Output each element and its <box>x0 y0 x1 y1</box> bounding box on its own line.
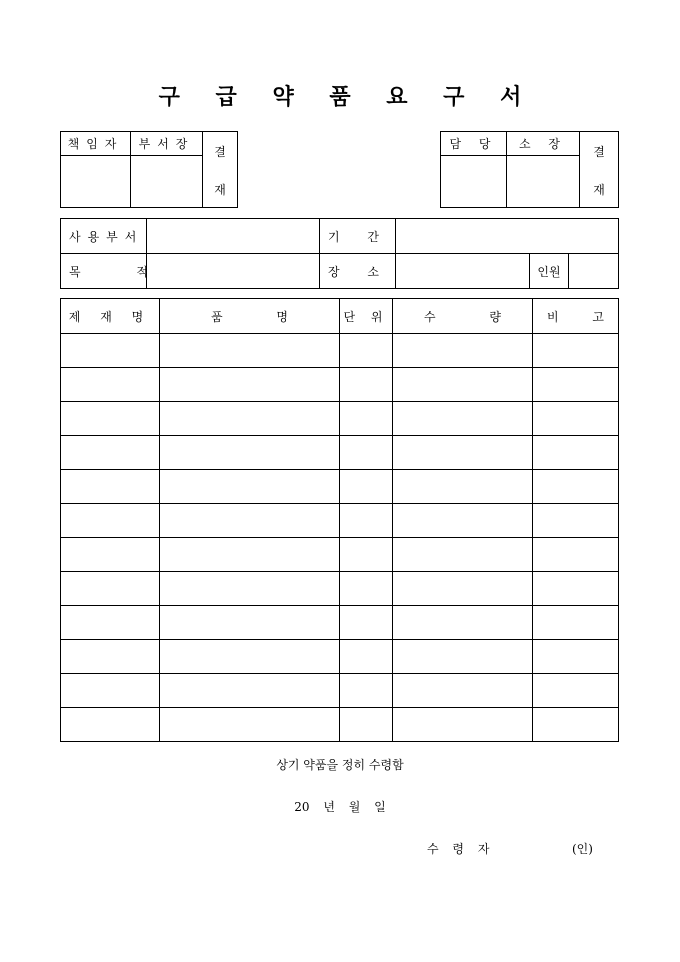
drug-name-cell[interactable] <box>61 402 160 436</box>
dept-field[interactable] <box>147 219 320 254</box>
approval-box-right <box>440 131 619 208</box>
remarks-cell[interactable] <box>533 470 619 504</box>
dept-label: 사용부서 <box>61 219 147 254</box>
quantity-cell[interactable] <box>393 368 533 402</box>
receipt-statement: 상기 약품을 정히 수령함 <box>276 758 404 772</box>
drug-name-cell[interactable] <box>61 504 160 538</box>
approver-dept-head-sign-cell[interactable] <box>131 156 203 208</box>
product-name-cell[interactable] <box>160 436 340 470</box>
drug-name-cell[interactable] <box>61 674 160 708</box>
unit-cell[interactable] <box>340 368 393 402</box>
unit-cell[interactable] <box>340 538 393 572</box>
people-field[interactable] <box>569 254 619 289</box>
quantity-cell[interactable] <box>393 640 533 674</box>
drug-name-cell[interactable] <box>61 436 160 470</box>
remarks-cell[interactable] <box>533 436 619 470</box>
drug-name-cell[interactable] <box>61 368 160 402</box>
drug-name-cell[interactable] <box>61 538 160 572</box>
remarks-cell[interactable] <box>533 572 619 606</box>
quantity-cell[interactable] <box>393 538 533 572</box>
remarks-cell[interactable] <box>533 640 619 674</box>
unit-cell[interactable] <box>340 402 393 436</box>
approver-dept-head-label: 부서장 <box>131 132 203 156</box>
gyeol-char: 결 <box>593 145 605 159</box>
approver-responsible-sign-cell[interactable] <box>61 156 131 208</box>
table-row <box>61 674 619 708</box>
purpose-label: 목 적 <box>61 254 147 289</box>
approver-staff-sign-cell[interactable] <box>441 156 507 208</box>
unit-cell[interactable] <box>340 334 393 368</box>
place-field[interactable] <box>396 254 530 289</box>
approver-staff-label: 담 당 <box>441 132 507 156</box>
remarks-cell[interactable] <box>533 708 619 742</box>
quantity-cell[interactable] <box>393 708 533 742</box>
table-row <box>61 640 619 674</box>
drug-name-cell[interactable] <box>61 572 160 606</box>
quantity-cell[interactable] <box>393 470 533 504</box>
info-table <box>60 218 619 289</box>
product-name-cell[interactable] <box>160 538 340 572</box>
product-name-cell[interactable] <box>160 674 340 708</box>
items-table <box>60 298 619 742</box>
remarks-cell[interactable] <box>533 538 619 572</box>
product-name-cell[interactable] <box>160 708 340 742</box>
product-name-cell[interactable] <box>160 368 340 402</box>
gyeol-char: 결 <box>214 145 226 159</box>
drug-name-cell[interactable] <box>61 640 160 674</box>
unit-cell[interactable] <box>340 436 393 470</box>
table-row <box>61 402 619 436</box>
receiver-label: 수 령 자 <box>427 842 495 856</box>
quantity-cell[interactable] <box>393 674 533 708</box>
table-row <box>61 470 619 504</box>
unit-cell[interactable] <box>340 674 393 708</box>
approval-box-left <box>60 131 238 208</box>
receipt-date: 20 년 월 일 <box>294 800 386 814</box>
table-row <box>61 572 619 606</box>
remarks-cell[interactable] <box>533 504 619 538</box>
table-row <box>61 436 619 470</box>
remarks-cell[interactable] <box>533 368 619 402</box>
drug-name-cell[interactable] <box>61 708 160 742</box>
quantity-cell[interactable] <box>393 402 533 436</box>
drug-name-cell[interactable] <box>61 470 160 504</box>
unit-cell[interactable] <box>340 708 393 742</box>
product-name-cell[interactable] <box>160 402 340 436</box>
approver-responsible-label: 책임자 <box>61 132 131 156</box>
approval-stamp-label-right <box>580 132 619 208</box>
quantity-cell[interactable] <box>393 334 533 368</box>
period-label: 기 간 <box>320 219 396 254</box>
approval-stamp-label-left <box>203 132 238 208</box>
table-row <box>61 504 619 538</box>
product-name-cell[interactable] <box>160 504 340 538</box>
unit-cell[interactable] <box>340 470 393 504</box>
unit-cell[interactable] <box>340 572 393 606</box>
jae-char: 재 <box>214 183 226 197</box>
table-row <box>61 708 619 742</box>
header-remarks: 비 고 <box>533 299 619 334</box>
document-title: 구 급 약 품 요 구 서 <box>158 84 522 110</box>
quantity-cell[interactable] <box>393 436 533 470</box>
product-name-cell[interactable] <box>160 606 340 640</box>
table-row <box>61 368 619 402</box>
header-product-name: 품 명 <box>160 299 340 334</box>
quantity-cell[interactable] <box>393 572 533 606</box>
drug-name-cell[interactable] <box>61 606 160 640</box>
people-label: 인원 <box>530 254 569 289</box>
approver-director-sign-cell[interactable] <box>507 156 580 208</box>
quantity-cell[interactable] <box>393 504 533 538</box>
remarks-cell[interactable] <box>533 402 619 436</box>
drug-name-cell[interactable] <box>61 334 160 368</box>
unit-cell[interactable] <box>340 504 393 538</box>
unit-cell[interactable] <box>340 606 393 640</box>
seal-mark: (인) <box>572 842 593 856</box>
remarks-cell[interactable] <box>533 334 619 368</box>
header-drug-name: 제 재 명 <box>61 299 160 334</box>
table-row <box>61 606 619 640</box>
product-name-cell[interactable] <box>160 470 340 504</box>
jae-char: 재 <box>593 183 605 197</box>
product-name-cell[interactable] <box>160 572 340 606</box>
period-field[interactable] <box>396 219 619 254</box>
remarks-cell[interactable] <box>533 674 619 708</box>
table-row <box>61 334 619 368</box>
product-name-cell[interactable] <box>160 334 340 368</box>
header-unit: 단 위 <box>340 299 393 334</box>
place-label: 장 소 <box>320 254 396 289</box>
unit-cell[interactable] <box>340 640 393 674</box>
remarks-cell[interactable] <box>533 606 619 640</box>
product-name-cell[interactable] <box>160 640 340 674</box>
approver-director-label: 소 장 <box>507 132 580 156</box>
header-quantity: 수 량 <box>393 299 533 334</box>
quantity-cell[interactable] <box>393 606 533 640</box>
table-row <box>61 538 619 572</box>
